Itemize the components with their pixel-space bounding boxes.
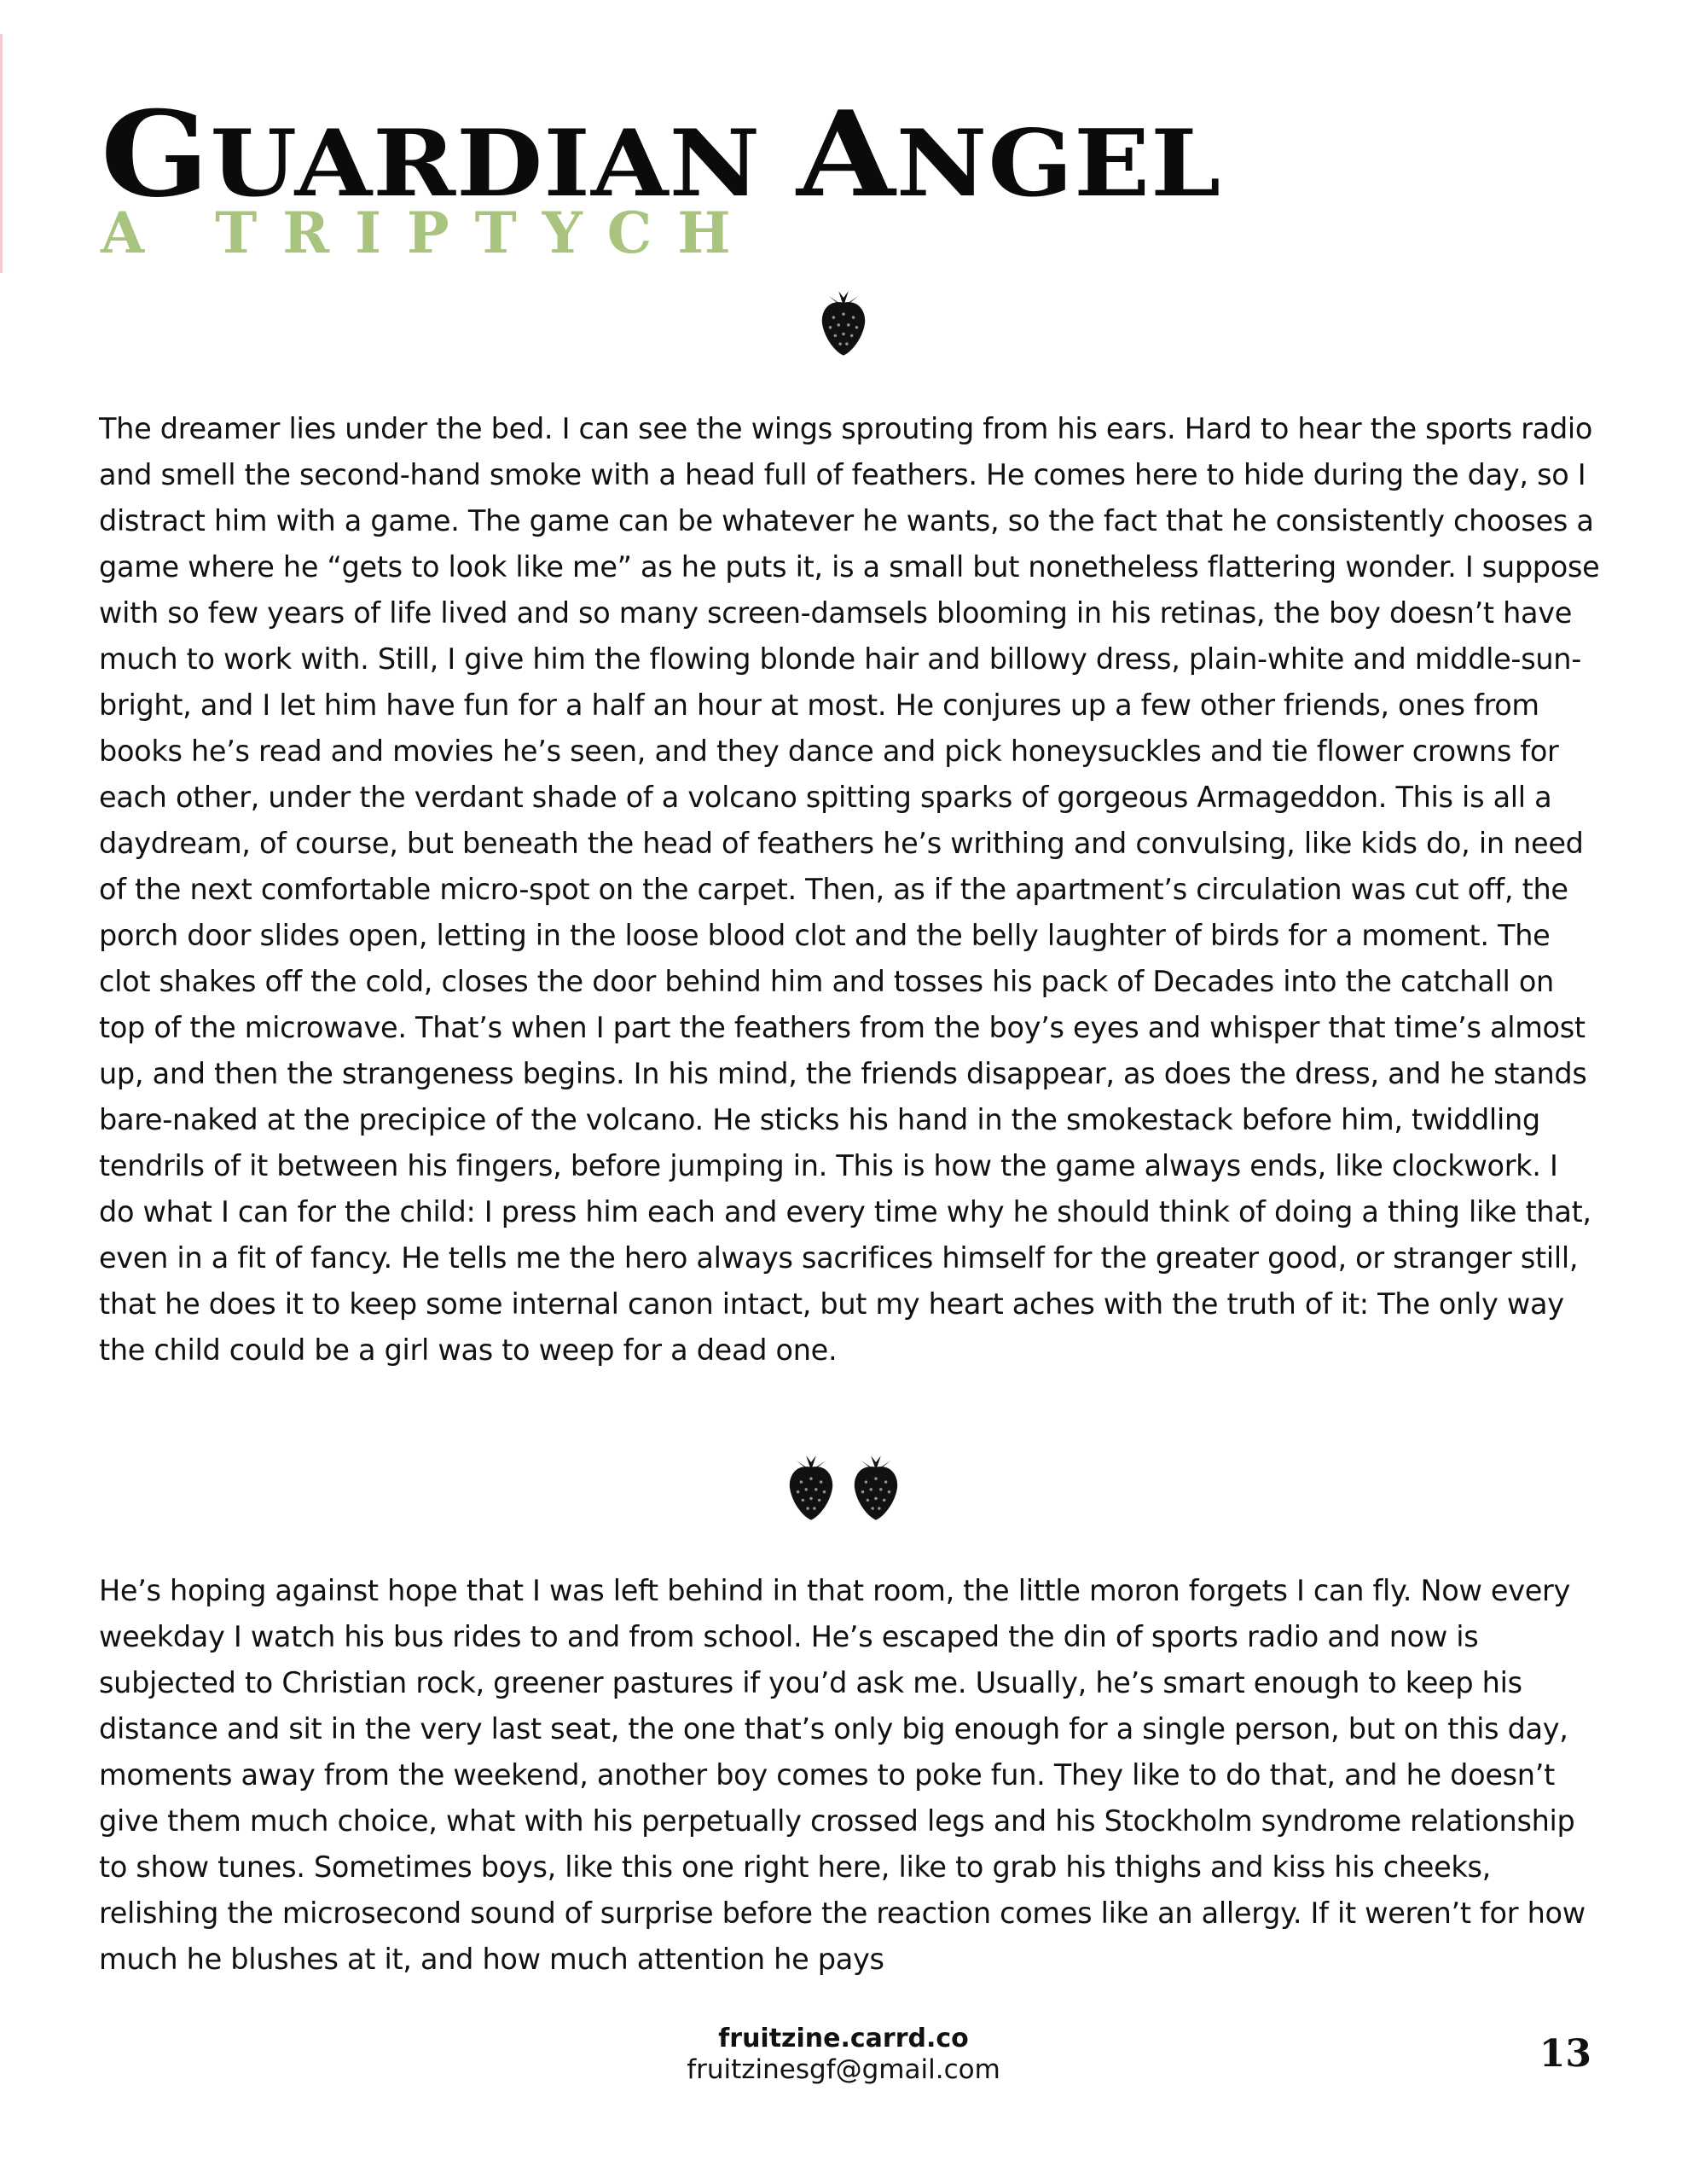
- footer-website-link[interactable]: fruitzine.carrd.co: [718, 2024, 969, 2053]
- page-footer: [0, 2024, 1687, 2085]
- body-paragraph-two: He’s hoping against hope that I was left behind in that room, the little moron forgets I can fly. Now every weekday I watch his bus rides to and from school. He’s escaped the din of sports radio and now is subjected to Christian rock, greener pastures if you’d ask me. Usually, he’s smart enough to keep his distance and sit in the very last seat, the one that’s only big enough for a single person, but on this day, moments away from the weekend, another boy comes to poke fun. They like to do that, and he doesn’t give them much choice, what with his perpetually crossed legs and his Stockholm syndrome relationship to show tunes. Sometimes boys, like this one right here, like to grab his thighs and kiss his cheeks, relishing the microsecond sound of surprise before the reaction comes like an allergy. If it weren’t for how much he blushes at it, and how much attention he pays: [99, 1574, 1586, 1976]
- footer-email-link[interactable]: fruitzinesgf@gmail.com: [687, 2054, 1000, 2085]
- page-number: 13: [1539, 2032, 1591, 2076]
- section-divider-two: [0, 1450, 1687, 1522]
- page-subtitle: A TRIPTYCH: [101, 200, 757, 266]
- title-word-guardian-rest: UARDIAN: [210, 110, 797, 218]
- body-paragraph-one: The dreamer lies under the bed. I can see the wings sprouting from his ears. Hard to hear the sports radio and smell the second-hand smoke with a head full of feathers. He comes here to hide during the day, so I distract him with a game. The game can be whatever he wants, so the fact that he consistently chooses a game where he “gets to look like me” as he puts it, is a small but nonetheless flattering wonder. I suppose with so few years of life lived and so many screen-damsels blooming in his retinas, the boy doesn’t have much to work with. Still, I give him the flowing blonde hair and billowy dress, plain-white and middle-sun-bright, and I let him have fun for a half an hour at most. He conjures up a few other friends, ones from books he’s read and movies he’s seen, and they dance and pick honeysuckles and tie flower crowns for each other, under the verdant shade of a volcano spitting sparks of gorgeous Armageddon. This is all a daydream, of course, but beneath the head of feathers he’s writhing and convulsing, like kids do, in need of the next comfortable micro-spot on the carpet. Then, as if the apartment’s circulation was cut off, the porch door slides open, letting in the loose blood clot and the belly laughter of birds for a moment. The clot shakes off the cold, closes the door behind him and tosses his pack of Decades into the catchall on top of the microwave. That’s when I part the feathers from the boy’s eyes and whisper that time’s almost up, and then the strangeness begins. In his mind, the friends disappear, as does the dress, and he stands bare-naked at the precipice of the volcano. He sticks his hand in the smokestack before him, twiddling tendrils of it between his fingers, before jumping in. This is how the game always ends, like clockwork. I do what I can for the child: I press him each and every time why he should think of doing a thing like that, even in a fit of fancy. He tells me the hero always sacrifices himself for the greater good, or stranger still, that he does it to keep some internal canon intact, but my heart aches with the truth of it: The only way the child could be a girl was to weep for a dead one.: [99, 412, 1600, 1367]
- title-initial-g: G: [101, 84, 211, 224]
- strawberry-icon: [851, 1450, 901, 1522]
- strawberry-icon: [786, 1450, 836, 1522]
- page-title: [101, 84, 1222, 224]
- page-edge-strip: [0, 34, 3, 273]
- title-word-angel-rest: NGEL: [896, 110, 1222, 218]
- strawberry-icon: [819, 286, 868, 357]
- title-initial-a: A: [797, 84, 896, 224]
- section-divider-one: [0, 286, 1687, 357]
